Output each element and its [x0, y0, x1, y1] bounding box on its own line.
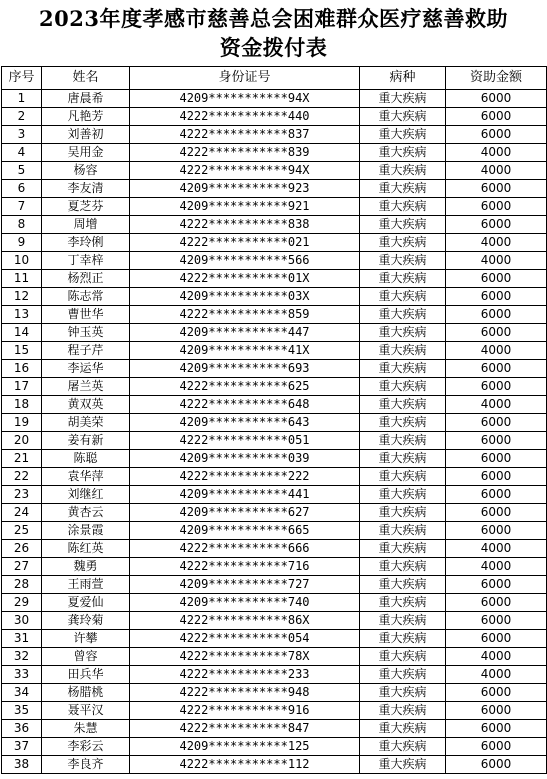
cell-name: 钟玉英: [42, 324, 130, 342]
cell-illness: 重大疾病: [360, 576, 446, 594]
document-title: [0, 0, 547, 66]
cell-amount: 4000: [446, 558, 547, 576]
cell-name: 丁幸梓: [42, 252, 130, 270]
cell-index: 6: [2, 180, 42, 198]
cell-illness: 重大疾病: [360, 270, 446, 288]
cell-index: 35: [2, 702, 42, 720]
cell-name: 李彩云: [42, 738, 130, 756]
cell-illness: 重大疾病: [360, 216, 446, 234]
table-row: [2, 576, 547, 594]
table-row: [2, 486, 547, 504]
cell-index: 20: [2, 432, 42, 450]
table-row: [2, 342, 547, 360]
cell-name: 凡艳芳: [42, 108, 130, 126]
table-row: [2, 324, 547, 342]
cell-name: 刘继红: [42, 486, 130, 504]
cell-index: 11: [2, 270, 42, 288]
table-row: [2, 702, 547, 720]
table-row: [2, 720, 547, 738]
table-row: [2, 504, 547, 522]
table-row: [2, 450, 547, 468]
table-row: [2, 468, 547, 486]
table-row: [2, 360, 547, 378]
cell-index: 23: [2, 486, 42, 504]
cell-amount: 4000: [446, 234, 547, 252]
cell-illness: 重大疾病: [360, 666, 446, 684]
cell-name: 夏芝芬: [42, 198, 130, 216]
cell-illness: 重大疾病: [360, 486, 446, 504]
cell-name: 曹世华: [42, 306, 130, 324]
cell-id-number: 4222***********916: [130, 702, 360, 720]
cell-index: 34: [2, 684, 42, 702]
cell-id-number: 4209***********125: [130, 738, 360, 756]
cell-id-number: 4222***********666: [130, 540, 360, 558]
cell-name: 许攀: [42, 630, 130, 648]
cell-name: 龚玲菊: [42, 612, 130, 630]
cell-name: 周增: [42, 216, 130, 234]
cell-amount: 4000: [446, 540, 547, 558]
cell-illness: 重大疾病: [360, 414, 446, 432]
table-row: [2, 738, 547, 756]
cell-amount: 6000: [446, 594, 547, 612]
cell-name: 程子芹: [42, 342, 130, 360]
table-row: [2, 306, 547, 324]
table-row: [2, 90, 547, 108]
cell-index: 28: [2, 576, 42, 594]
cell-illness: 重大疾病: [360, 90, 446, 108]
cell-amount: 6000: [446, 216, 547, 234]
cell-id-number: 4222***********054: [130, 630, 360, 648]
cell-index: 12: [2, 288, 42, 306]
table-row: [2, 162, 547, 180]
cell-illness: 重大疾病: [360, 198, 446, 216]
cell-id-number: 4209***********41X: [130, 342, 360, 360]
cell-amount: 6000: [446, 108, 547, 126]
cell-index: 31: [2, 630, 42, 648]
cell-amount: 4000: [446, 396, 547, 414]
cell-id-number: 4209***********740: [130, 594, 360, 612]
cell-illness: 重大疾病: [360, 648, 446, 666]
cell-id-number: 4209***********727: [130, 576, 360, 594]
column-header-id-number: 身份证号: [130, 67, 360, 90]
table-row: [2, 108, 547, 126]
cell-index: 27: [2, 558, 42, 576]
cell-illness: 重大疾病: [360, 126, 446, 144]
cell-name: 胡美荣: [42, 414, 130, 432]
cell-index: 9: [2, 234, 42, 252]
cell-amount: 6000: [446, 756, 547, 774]
cell-illness: 重大疾病: [360, 738, 446, 756]
cell-amount: 4000: [446, 252, 547, 270]
table-row: [2, 630, 547, 648]
cell-index: 16: [2, 360, 42, 378]
cell-amount: 6000: [446, 90, 547, 108]
table-row: [2, 126, 547, 144]
cell-illness: 重大疾病: [360, 180, 446, 198]
cell-index: 30: [2, 612, 42, 630]
cell-id-number: 4209***********921: [130, 198, 360, 216]
cell-id-number: 4222***********222: [130, 468, 360, 486]
cell-name: 曾容: [42, 648, 130, 666]
cell-amount: 4000: [446, 666, 547, 684]
cell-id-number: 4222***********112: [130, 756, 360, 774]
cell-name: 涂景霞: [42, 522, 130, 540]
table-row: [2, 396, 547, 414]
cell-illness: 重大疾病: [360, 540, 446, 558]
cell-amount: 6000: [446, 126, 547, 144]
cell-name: 吴用金: [42, 144, 130, 162]
table-body: [2, 90, 547, 774]
cell-id-number: 4209***********566: [130, 252, 360, 270]
cell-index: 8: [2, 216, 42, 234]
cell-name: 夏爱仙: [42, 594, 130, 612]
cell-amount: 6000: [446, 378, 547, 396]
cell-illness: 重大疾病: [360, 378, 446, 396]
cell-index: 32: [2, 648, 42, 666]
table-row: [2, 252, 547, 270]
cell-id-number: 4222***********837: [130, 126, 360, 144]
cell-illness: 重大疾病: [360, 342, 446, 360]
cell-index: 15: [2, 342, 42, 360]
table-row: [2, 432, 547, 450]
table-row: [2, 540, 547, 558]
cell-illness: 重大疾病: [360, 630, 446, 648]
cell-amount: 6000: [446, 414, 547, 432]
cell-illness: 重大疾病: [360, 432, 446, 450]
table-row: [2, 378, 547, 396]
cell-illness: 重大疾病: [360, 360, 446, 378]
cell-id-number: 4209***********94X: [130, 90, 360, 108]
cell-id-number: 4222***********233: [130, 666, 360, 684]
cell-illness: 重大疾病: [360, 108, 446, 126]
table-row: [2, 756, 547, 774]
cell-name: 黄双英: [42, 396, 130, 414]
cell-name: 田兵华: [42, 666, 130, 684]
cell-index: 13: [2, 306, 42, 324]
cell-name: 唐晨希: [42, 90, 130, 108]
cell-id-number: 4209***********665: [130, 522, 360, 540]
cell-illness: 重大疾病: [360, 252, 446, 270]
cell-amount: 6000: [446, 612, 547, 630]
cell-illness: 重大疾病: [360, 468, 446, 486]
cell-id-number: 4222***********716: [130, 558, 360, 576]
cell-amount: 6000: [446, 450, 547, 468]
column-header-name: 姓名: [42, 67, 130, 90]
cell-name: 陈红英: [42, 540, 130, 558]
table-row: [2, 666, 547, 684]
table-row: [2, 648, 547, 666]
table-row: [2, 558, 547, 576]
cell-index: 4: [2, 144, 42, 162]
cell-name: 屠兰英: [42, 378, 130, 396]
table-row: [2, 684, 547, 702]
cell-illness: 重大疾病: [360, 612, 446, 630]
cell-name: 杨腊桃: [42, 684, 130, 702]
cell-illness: 重大疾病: [360, 558, 446, 576]
cell-name: 聂平汉: [42, 702, 130, 720]
column-header-illness: 病种: [360, 67, 446, 90]
cell-illness: 重大疾病: [360, 396, 446, 414]
cell-amount: 6000: [446, 504, 547, 522]
cell-id-number: 4209***********627: [130, 504, 360, 522]
funding-table: [1, 66, 547, 774]
cell-amount: 4000: [446, 342, 547, 360]
cell-index: 21: [2, 450, 42, 468]
cell-index: 18: [2, 396, 42, 414]
cell-id-number: 4222***********648: [130, 396, 360, 414]
cell-id-number: 4222***********440: [130, 108, 360, 126]
cell-illness: 重大疾病: [360, 162, 446, 180]
cell-index: 1: [2, 90, 42, 108]
title-line-1: 2023年度孝感市慈善总会困难群众医疗慈善救助: [39, 6, 508, 31]
cell-name: 陈志常: [42, 288, 130, 306]
table-row: [2, 234, 547, 252]
cell-amount: 6000: [446, 432, 547, 450]
cell-id-number: 4222***********838: [130, 216, 360, 234]
column-header-index: 序号: [2, 67, 42, 90]
cell-amount: 6000: [446, 738, 547, 756]
cell-amount: 4000: [446, 144, 547, 162]
cell-illness: 重大疾病: [360, 756, 446, 774]
cell-index: 26: [2, 540, 42, 558]
cell-id-number: 4222***********01X: [130, 270, 360, 288]
cell-name: 李运华: [42, 360, 130, 378]
cell-amount: 6000: [446, 522, 547, 540]
cell-name: 李友清: [42, 180, 130, 198]
cell-index: 29: [2, 594, 42, 612]
cell-index: 25: [2, 522, 42, 540]
cell-id-number: 4222***********625: [130, 378, 360, 396]
cell-amount: 6000: [446, 198, 547, 216]
cell-index: 7: [2, 198, 42, 216]
cell-amount: 6000: [446, 720, 547, 738]
table-row: [2, 216, 547, 234]
cell-amount: 6000: [446, 486, 547, 504]
cell-amount: 4000: [446, 162, 547, 180]
cell-illness: 重大疾病: [360, 684, 446, 702]
cell-id-number: 4209***********039: [130, 450, 360, 468]
cell-id-number: 4209***********693: [130, 360, 360, 378]
table-row: [2, 594, 547, 612]
cell-name: 陈聪: [42, 450, 130, 468]
cell-id-number: 4209***********447: [130, 324, 360, 342]
cell-illness: 重大疾病: [360, 702, 446, 720]
cell-index: 17: [2, 378, 42, 396]
cell-id-number: 4222***********839: [130, 144, 360, 162]
cell-name: 李良齐: [42, 756, 130, 774]
cell-illness: 重大疾病: [360, 450, 446, 468]
table-row: [2, 180, 547, 198]
table-row: [2, 612, 547, 630]
cell-illness: 重大疾病: [360, 594, 446, 612]
cell-name: 王雨萱: [42, 576, 130, 594]
cell-id-number: 4222***********94X: [130, 162, 360, 180]
table-row: [2, 414, 547, 432]
cell-amount: 6000: [446, 270, 547, 288]
cell-id-number: 4209***********441: [130, 486, 360, 504]
cell-name: 朱慧: [42, 720, 130, 738]
cell-name: 杨烈正: [42, 270, 130, 288]
cell-amount: 4000: [446, 648, 547, 666]
table-row: [2, 270, 547, 288]
cell-name: 魏勇: [42, 558, 130, 576]
table-row: [2, 522, 547, 540]
cell-index: 22: [2, 468, 42, 486]
cell-illness: 重大疾病: [360, 504, 446, 522]
cell-amount: 6000: [446, 180, 547, 198]
cell-id-number: 4222***********051: [130, 432, 360, 450]
cell-illness: 重大疾病: [360, 234, 446, 252]
cell-amount: 6000: [446, 360, 547, 378]
cell-id-number: 4222***********847: [130, 720, 360, 738]
cell-name: 刘善初: [42, 126, 130, 144]
cell-amount: 6000: [446, 468, 547, 486]
title-line-2: 资金拨付表: [219, 35, 328, 60]
cell-name: 姜有新: [42, 432, 130, 450]
cell-amount: 6000: [446, 702, 547, 720]
cell-index: 33: [2, 666, 42, 684]
cell-illness: 重大疾病: [360, 288, 446, 306]
cell-illness: 重大疾病: [360, 306, 446, 324]
cell-illness: 重大疾病: [360, 522, 446, 540]
cell-index: 2: [2, 108, 42, 126]
cell-index: 3: [2, 126, 42, 144]
cell-id-number: 4222***********859: [130, 306, 360, 324]
table-row: [2, 288, 547, 306]
cell-amount: 6000: [446, 684, 547, 702]
cell-id-number: 4222***********021: [130, 234, 360, 252]
column-header-amount: 资助金额: [446, 67, 547, 90]
cell-name: 黄杏云: [42, 504, 130, 522]
cell-id-number: 4209***********03X: [130, 288, 360, 306]
cell-index: 19: [2, 414, 42, 432]
cell-illness: 重大疾病: [360, 324, 446, 342]
cell-amount: 6000: [446, 324, 547, 342]
cell-name: 袁华萍: [42, 468, 130, 486]
cell-amount: 6000: [446, 576, 547, 594]
cell-index: 37: [2, 738, 42, 756]
cell-id-number: 4222***********78X: [130, 648, 360, 666]
cell-id-number: 4222***********948: [130, 684, 360, 702]
cell-index: 36: [2, 720, 42, 738]
table-row: [2, 198, 547, 216]
cell-name: 杨容: [42, 162, 130, 180]
table-row: [2, 144, 547, 162]
header-row: [2, 67, 547, 90]
cell-id-number: 4209***********643: [130, 414, 360, 432]
cell-amount: 6000: [446, 306, 547, 324]
cell-illness: 重大疾病: [360, 720, 446, 738]
cell-index: 24: [2, 504, 42, 522]
cell-index: 14: [2, 324, 42, 342]
cell-index: 5: [2, 162, 42, 180]
cell-illness: 重大疾病: [360, 144, 446, 162]
cell-amount: 6000: [446, 630, 547, 648]
cell-index: 10: [2, 252, 42, 270]
cell-id-number: 4209***********923: [130, 180, 360, 198]
cell-name: 李玲俐: [42, 234, 130, 252]
cell-amount: 6000: [446, 288, 547, 306]
cell-index: 38: [2, 756, 42, 774]
cell-id-number: 4222***********86X: [130, 612, 360, 630]
